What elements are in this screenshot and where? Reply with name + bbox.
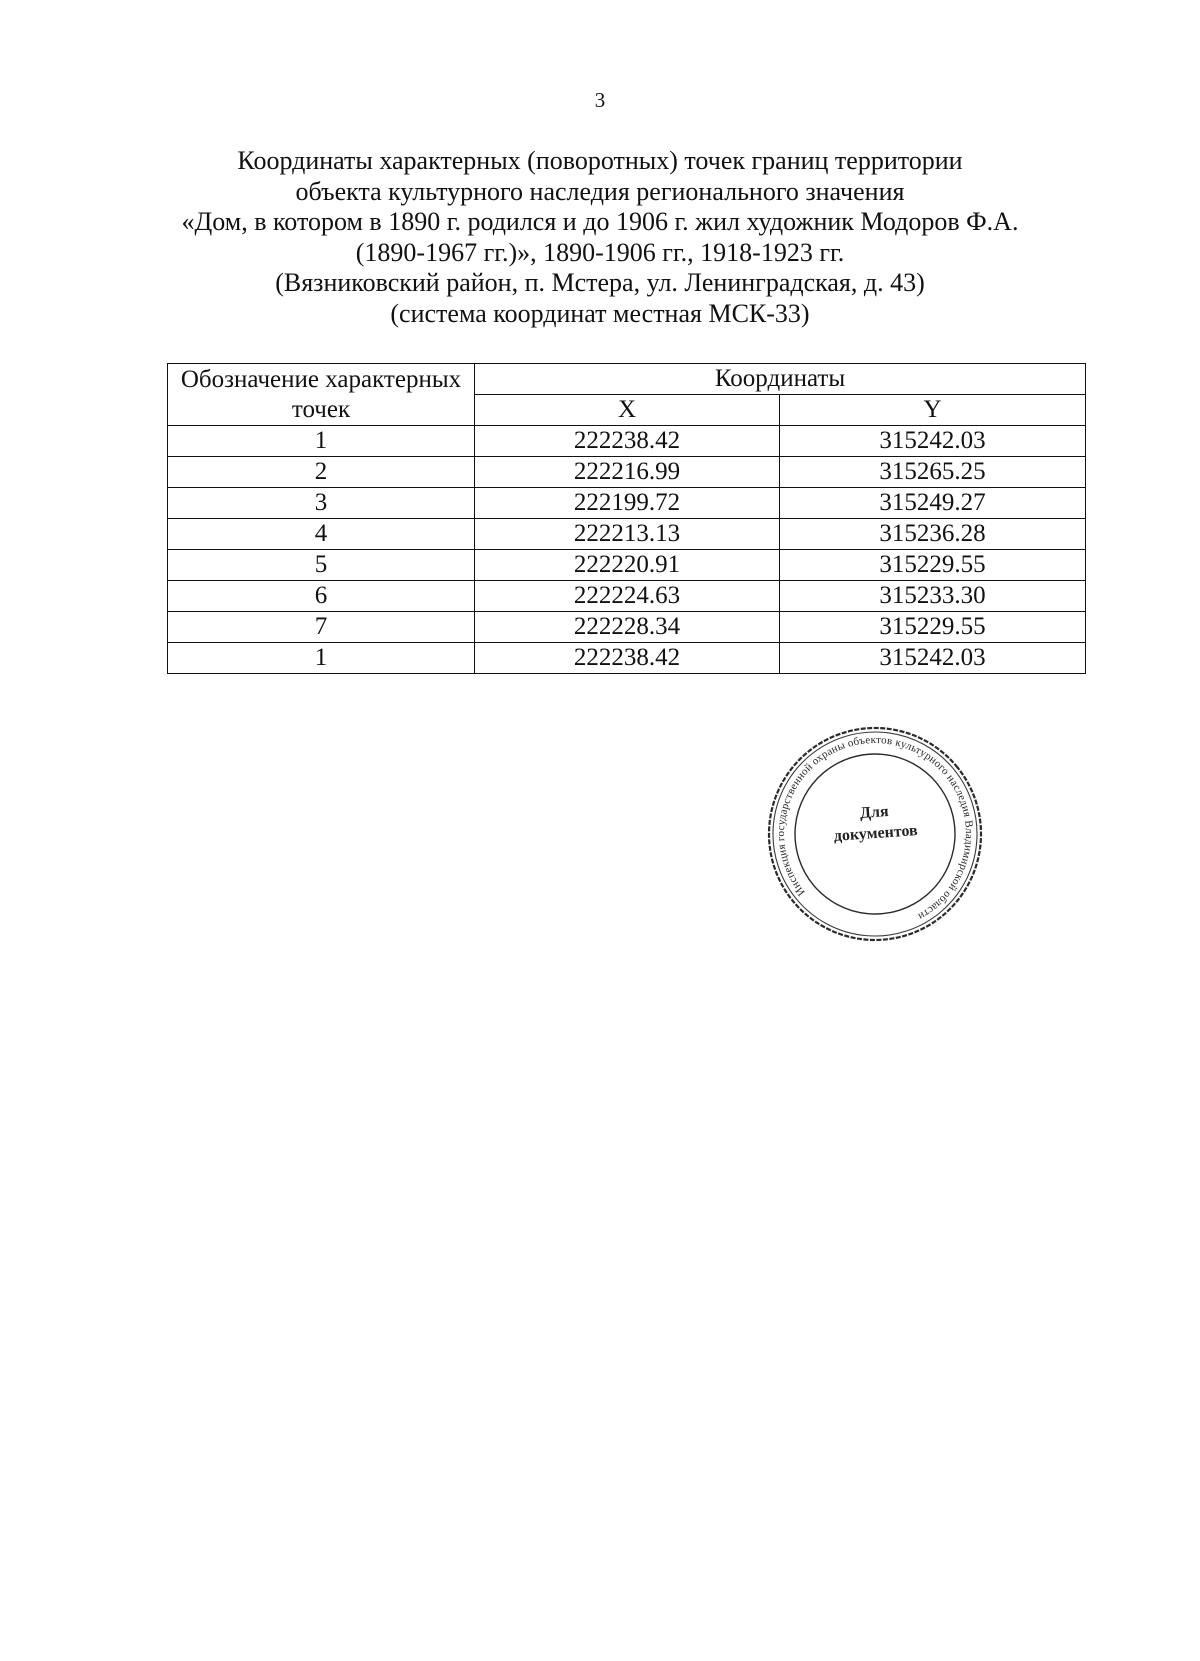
stamp-ring-text: Инспекция государственной охраны объектов культурного наследия Владимирской области	[774, 733, 976, 923]
cell-point: 2	[168, 457, 475, 488]
title-line-2: объекта культурного наследия регионального значения	[295, 176, 905, 206]
stamp-center-line1: Для	[859, 803, 890, 823]
cell-y: 315242.03	[780, 426, 1086, 457]
table-row	[168, 643, 1086, 674]
cell-point: 5	[168, 550, 475, 581]
table-row	[168, 612, 1086, 643]
cell-point: 6	[168, 581, 475, 612]
stamp-center-line2: документов	[833, 822, 919, 845]
official-stamp	[765, 724, 985, 944]
document-title	[100, 146, 1100, 329]
cell-x: 222238.42	[475, 426, 780, 457]
coordinates-table	[167, 363, 1086, 674]
table-row	[168, 519, 1086, 550]
table-row	[168, 488, 1086, 519]
cell-y: 315236.28	[780, 519, 1086, 550]
table-header-row	[168, 364, 1086, 395]
title-line-4: (1890-1967 гг.)», 1890-1906 гг., 1918-1923 гг.	[355, 237, 845, 267]
title-line-6: (система координат местная МСК-33)	[390, 298, 810, 328]
cell-point: 1	[168, 426, 475, 457]
header-designation: Обозначение характерных точек	[168, 364, 475, 426]
cell-x: 222216.99	[475, 457, 780, 488]
title-line-5: (Вязниковский район, п. Мстера, ул. Ленинградская, д. 43)	[275, 268, 925, 297]
cell-x: 222213.13	[475, 519, 780, 550]
cell-y: 315229.55	[780, 550, 1086, 581]
cell-y: 315242.03	[780, 643, 1086, 674]
cell-x: 222238.42	[475, 643, 780, 674]
header-y: Y	[780, 395, 1086, 426]
table-row	[168, 581, 1086, 612]
cell-x: 222220.91	[475, 550, 780, 581]
table-row	[168, 550, 1086, 581]
page-number: 3	[594, 88, 606, 112]
title-line-1: Координаты характерных (поворотных) точек границ территории	[237, 146, 963, 175]
cell-y: 315265.25	[780, 457, 1086, 488]
table-row	[168, 426, 1086, 457]
cell-x: 222228.34	[475, 612, 780, 643]
title-line-3: «Дом, в котором в 1890 г. родился и до 1906 г. жил художник Модоров Ф.А.	[181, 207, 1019, 236]
cell-x: 222199.72	[475, 488, 780, 519]
cell-point: 7	[168, 612, 475, 643]
cell-x: 222224.63	[475, 581, 780, 612]
cell-y: 315229.55	[780, 612, 1086, 643]
header-x: X	[475, 395, 780, 426]
table-row	[168, 457, 1086, 488]
header-coordinates: Координаты	[475, 364, 1086, 395]
cell-point: 4	[168, 519, 475, 550]
cell-y: 315249.27	[780, 488, 1086, 519]
cell-y: 315233.30	[780, 581, 1086, 612]
cell-point: 3	[168, 488, 475, 519]
cell-point: 1	[168, 643, 475, 674]
